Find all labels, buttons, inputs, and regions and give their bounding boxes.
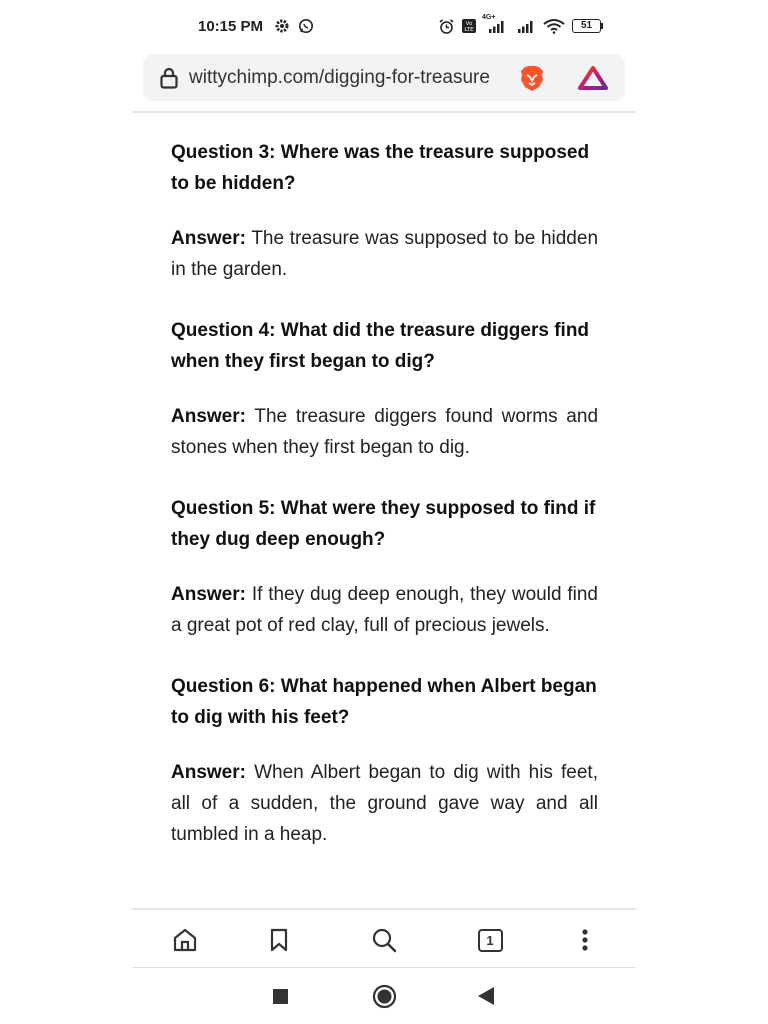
url-text[interactable]: wittychimp.com/digging-for-treasure <box>189 67 490 88</box>
signal-icon <box>486 18 508 39</box>
network-type-label: 4G+ <box>482 14 496 21</box>
gear-icon <box>274 18 290 39</box>
toolbar-divider <box>132 908 636 910</box>
svg-text:LTE: LTE <box>464 27 474 33</box>
question-6: Question 6: What happened when Albert began to dig with his feet? <box>171 676 597 728</box>
status-time: 10:15 PM <box>198 18 264 35</box>
question-4: Question 4: What did the treasure diggers find when they first began to dig? <box>171 320 590 372</box>
search-icon[interactable] <box>370 926 398 954</box>
bottom-toolbar <box>132 912 636 967</box>
bookmark-icon[interactable] <box>265 926 293 954</box>
answer-text: The treasure diggers found worms and stones when they first began to dig. <box>171 406 599 458</box>
brave-lion-icon[interactable] <box>517 63 547 98</box>
answer-text: When Albert began to dig with his feet, all of a sudden, the ground gave way and all tumbled in a heap. <box>171 762 598 845</box>
answer-label: Answer: <box>171 584 246 605</box>
phone-screen <box>132 0 636 1024</box>
question-5: Question 5: What were they supposed to find if they dug deep enough? <box>171 498 596 550</box>
answer-text: The treasure was supposed to be hidden in the garden. <box>171 228 599 280</box>
header-divider <box>132 111 636 113</box>
menu-icon[interactable] <box>571 926 599 954</box>
answer-label: Answer: <box>171 228 246 249</box>
battery-level: 51 <box>572 19 601 33</box>
answer-5 <box>171 579 598 641</box>
question-3: Question 3: Where was the treasure supposed to be hidden? <box>171 142 590 194</box>
answer-label: Answer: <box>171 406 246 427</box>
signal-icon-2 <box>515 18 537 39</box>
tabs-icon[interactable] <box>476 926 504 954</box>
answer-4 <box>171 401 598 463</box>
answer-3 <box>171 223 598 285</box>
answer-text: If they dug deep enough, they would find a great pot of red clay, full of precious jewels. <box>171 584 598 636</box>
battery-tip <box>601 23 603 29</box>
status-bar <box>132 0 636 52</box>
answer-6 <box>171 757 598 850</box>
article-content <box>171 137 598 850</box>
lock-icon[interactable] <box>159 67 179 94</box>
battery-icon <box>572 19 603 37</box>
brave-rewards-triangle-icon[interactable] <box>578 66 608 95</box>
back-icon[interactable] <box>478 987 494 1010</box>
tab-count[interactable]: 1 <box>478 929 503 952</box>
whatsapp-icon <box>298 18 314 39</box>
alarm-icon <box>438 18 455 40</box>
home-icon[interactable] <box>171 926 199 954</box>
answer-label: Answer: <box>171 762 246 783</box>
svg-text:Vo: Vo <box>465 21 473 28</box>
recents-icon[interactable] <box>273 989 288 1009</box>
wifi-icon <box>542 18 566 39</box>
system-navigation-bar <box>132 968 636 1024</box>
home-nav-icon[interactable] <box>372 984 397 1014</box>
volte-icon <box>461 18 477 39</box>
address-bar[interactable] <box>143 54 625 101</box>
